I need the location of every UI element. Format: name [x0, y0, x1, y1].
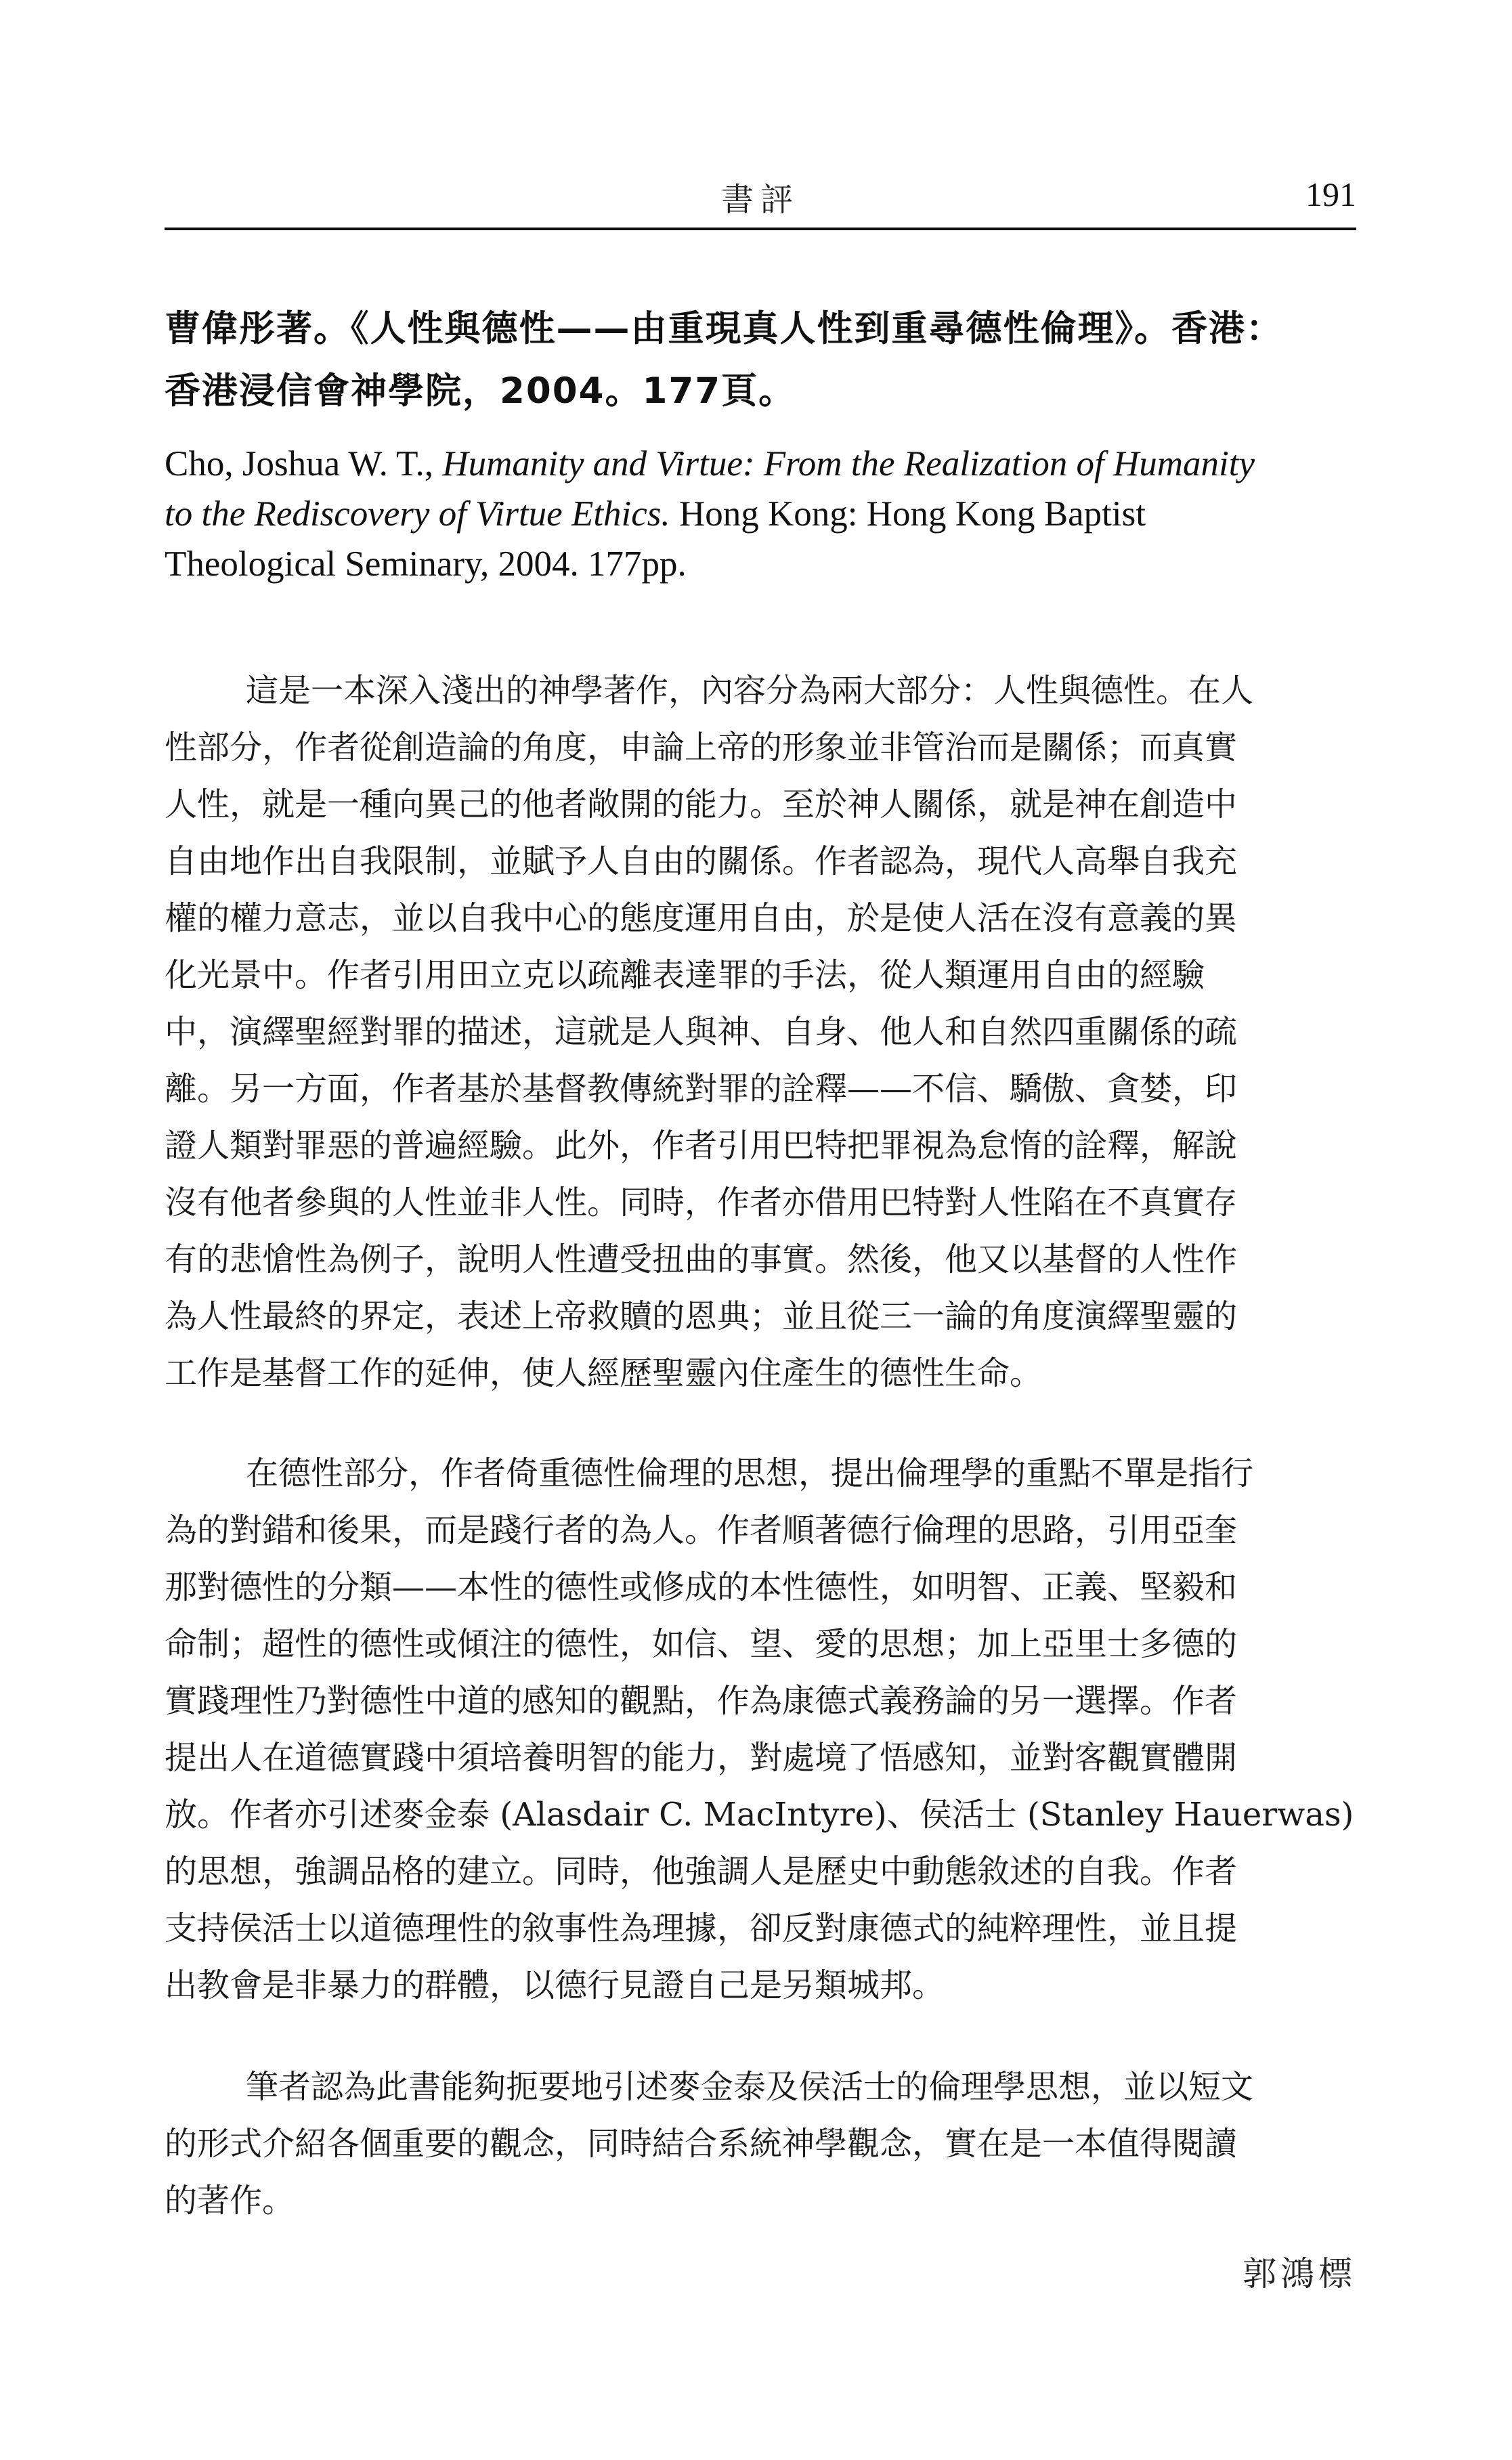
text-line: 性部分，作者從創造論的角度，申論上帝的形象並非管治而是關係；而真實	[165, 729, 1238, 767]
reviewer-name: 郭鴻標	[1243, 2254, 1356, 2293]
text-line: 自由地作出自我限制，並賦予人自由的關係。作者認為，現代人高舉自我充	[165, 842, 1238, 880]
text-line: 提出人在道德實踐中須培養明智的能力，對處境了悟感知，並對客觀實體開	[165, 1739, 1238, 1777]
header-divider	[165, 228, 1356, 230]
citation-chinese	[165, 298, 1363, 423]
text-line: 證人類對罪惡的普遍經驗。此外，作者引用巴特把罪視為怠惰的詮釋，解說	[165, 1127, 1238, 1165]
section-title: 書評	[720, 181, 800, 219]
citation-en-line	[165, 489, 1363, 539]
book-title-part: to the Rediscovery of Virtue Ethics.	[165, 494, 670, 534]
text-line: 的形式介紹各個重要的觀念，同時結合系統神學觀念，實在是一本值得閱讀	[165, 2125, 1238, 2163]
citation-english	[165, 439, 1363, 589]
text-line: 的著作。	[165, 2182, 295, 2220]
publisher: Hong Kong: Hong Kong Baptist	[670, 494, 1146, 534]
text-line: 放。作者亦引述麥金泰 (Alasdair C. MacIntyre)、侯活士 (Stanley Hauerwas)	[165, 1796, 1354, 1834]
text-line: 在德性部分，作者倚重德性倫理的思想，提出倫理學的重點不單是指行	[246, 1454, 1254, 1492]
citation-zh-line: 香港浸信會神學院，2004。177頁。	[165, 370, 796, 412]
text-line: 權的權力意志，並以自我中心的態度運用自由，於是使人活在沒有意義的異	[165, 899, 1238, 937]
text-line: 離。另一方面，作者基於基督教傳統對罪的詮釋——不信、驕傲、貪婪，印	[165, 1070, 1238, 1108]
text-line: 出教會是非暴力的群體，以德行見證自己是另類城邦。	[165, 1966, 945, 2004]
text-line: 化光景中。作者引用田立克以疏離表達罪的手法，從人類運用自由的經驗	[165, 956, 1205, 994]
text-line: 命制；超性的德性或傾注的德性，如信、望、愛的思想；加上亞里士多德的	[165, 1625, 1238, 1663]
running-header	[165, 168, 1356, 222]
page-number: 191	[1305, 175, 1356, 213]
text-line: 為的對錯和後果，而是踐行者的為人。作者順著德行倫理的思路，引用亞奎	[165, 1511, 1238, 1549]
citation-en-line: Theological Seminary, 2004. 177pp.	[165, 544, 687, 584]
author-name: Cho, Joshua W. T.,	[165, 444, 443, 483]
text-line: 中，演繹聖經對罪的描述，這就是人與神、自身、他人和自然四重關係的疏	[165, 1013, 1238, 1051]
paragraph-humanity	[165, 662, 1363, 1402]
citation-zh-line: 曹偉彤著。《人性與德性——由重現真人性到重尋德性倫理》。香港：	[165, 308, 1283, 349]
paragraph-virtue	[165, 1445, 1363, 2014]
citation-en-line	[165, 439, 1363, 489]
text-line: 的思想，強調品格的建立。同時，他強調人是歷史中動態敘述的自我。作者	[165, 1853, 1238, 1891]
text-line: 支持侯活士以道德理性的敘事性為理據，卻反對康德式的純粹理性，並且提	[165, 1909, 1238, 1947]
text-line: 有的悲愴性為例子，說明人性遭受扭曲的事實。然後，他又以基督的人性作	[165, 1240, 1238, 1278]
paragraph-conclusion	[165, 2058, 1363, 2229]
text-line: 人性，就是一種向異己的他者敞開的能力。至於神人關係，就是神在創造中	[165, 785, 1238, 823]
text-line: 沒有他者參與的人性並非人性。同時，作者亦借用巴特對人性陷在不真實存	[165, 1184, 1238, 1222]
text-line: 那對德性的分類——本性的德性或修成的本性德性，如明智、正義、堅毅和	[165, 1568, 1238, 1606]
text-line: 實踐理性乃對德性中道的感知的觀點，作為康德式義務論的另一選擇。作者	[165, 1682, 1238, 1720]
text-line: 這是一本深入淺出的神學著作，內容分為兩大部分：人性與德性。在人	[246, 672, 1254, 710]
text-line: 工作是基督工作的延伸，使人經歷聖靈內住產生的德性生命。	[165, 1354, 1043, 1392]
book-title-part: Humanity and Virtue: From the Realization of Humanity	[442, 444, 1255, 483]
text-line: 筆者認為此書能夠扼要地引述麥金泰及侯活士的倫理學思想，並以短文	[246, 2068, 1254, 2106]
text-line: 為人性最終的界定，表述上帝救贖的恩典；並且從三一論的角度演繹聖靈的	[165, 1297, 1238, 1335]
